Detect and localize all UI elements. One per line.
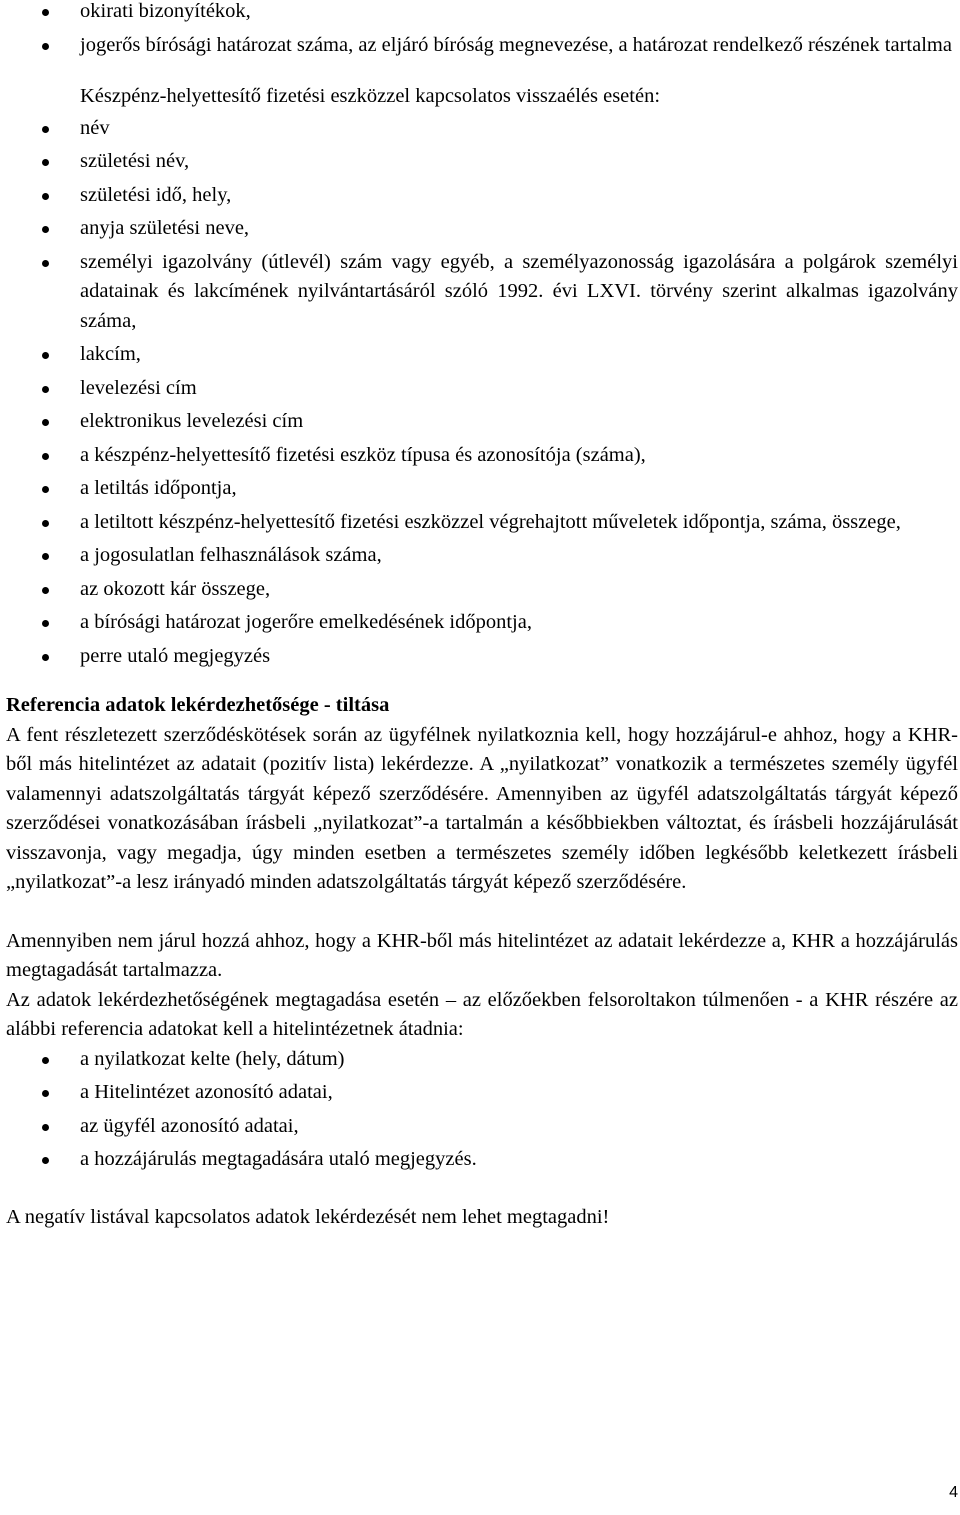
card-abuse-intro: Készpénz-helyettesítő fizetési eszközzel kapcsolatos visszaélés esetén:: [80, 85, 661, 107]
list-item: jogerős bírósági határozat száma, az eljáró bíróság megnevezése, a határozat rendelkező részének tartalma: [6, 31, 958, 61]
paragraph-consent: A fent részletezett szerződéskötések során az ügyfélnek nyilatkoznia kell, hogy hozzájárul-e ahhoz, hogy a KHR-ből más hitelintézet az adatait (pozitív lista) lekérdezze. A „nyilatkozat” vonatkozik a természetes személy ügyfél valamennyi adatszolgáltatás tárgyát képező szerződésére. Amennyiben az ügyfél adatszolgáltatás tárgyát képező szerződései vonatkozásában írásbeli „nyilatkozat”-a tartalmán a későbbiekben változtat, és írásbeli hozzájárulását visszavonja, vagy megadja, úgy minden esetben a természetes személy időben legkésőbb keletkezett írásbeli „nyilatkozat”-a lesz irányadó minden adatszolgáltatás tárgyát képező szerződésére.: [6, 723, 958, 893]
list-item: lakcím,: [6, 340, 958, 370]
bullet-list-card-abuse: [6, 114, 958, 672]
list-item: születési név,: [6, 147, 958, 177]
list-item: az ügyfél azonosító adatai,: [6, 1112, 958, 1142]
list-item: a jogosulatlan felhasználások száma,: [6, 541, 958, 571]
list-item: okirati bizonyítékok,: [6, 0, 958, 27]
list-item: név: [6, 114, 958, 144]
list-item: személyi igazolvány (útlevél) szám vagy egyéb, a személyazonosság igazolására a polgárok személyi adatainak és lakcímének nyilvántartásáról szóló 1992. évi LXVI. törvény szerint alkalmas igazolvány száma,: [6, 248, 958, 337]
list-item: a készpénz-helyettesítő fizetési eszköz típusa és azonosítója (száma),: [6, 441, 958, 471]
paragraph-spacer: [6, 898, 958, 927]
list-item: elektronikus levelezési cím: [6, 407, 958, 437]
section-heading-reference-data: Referencia adatok lekérdezhetősége - tiltása: [6, 694, 390, 716]
list-item: perre utaló megjegyzés: [6, 642, 958, 672]
list-item: a nyilatkozat kelte (hely, dátum): [6, 1045, 958, 1075]
page-number: 4: [949, 1484, 958, 1501]
paragraph-negative-list: A negatív listával kapcsolatos adatok lekérdezését nem lehet megtagadni!: [6, 1205, 610, 1228]
list-item: anyja születési neve,: [6, 214, 958, 244]
list-item: a hozzájárulás megtagadására utaló megjegyzés.: [6, 1145, 958, 1175]
list-item: a letiltott készpénz-helyettesítő fizetési eszközzel végrehajtott műveletek időpontja, száma, összege,: [6, 508, 958, 538]
list-item: a Hitelintézet azonosító adatai,: [6, 1078, 958, 1108]
paragraph-refusal: Amennyiben nem járul hozzá ahhoz, hogy a KHR-ből más hitelintézet az adatait lekérdezze a, KHR a hozzájárulás megtagadását tartalmazza.: [6, 929, 958, 981]
list-item: a letiltás időpontja,: [6, 474, 958, 504]
bullet-list-reference-data: [6, 1045, 958, 1175]
document-page: [6, 0, 958, 1232]
list-item: levelezési cím: [6, 374, 958, 404]
bullet-list-evidence: [6, 0, 958, 60]
paragraph-spacer: [6, 1179, 958, 1203]
list-item: az okozott kár összege,: [6, 575, 958, 605]
paragraph-refusal-data: Az adatok lekérdezhetőségének megtagadása esetén – az előzőekben felsoroltakon túlmenően - a KHR részére az alábbi referencia adatokat kell a hitelintézetnek átadnia:: [6, 988, 958, 1040]
list-item: a bírósági határozat jogerőre emelkedésének időpontja,: [6, 608, 958, 638]
list-item: születési idő, hely,: [6, 181, 958, 211]
